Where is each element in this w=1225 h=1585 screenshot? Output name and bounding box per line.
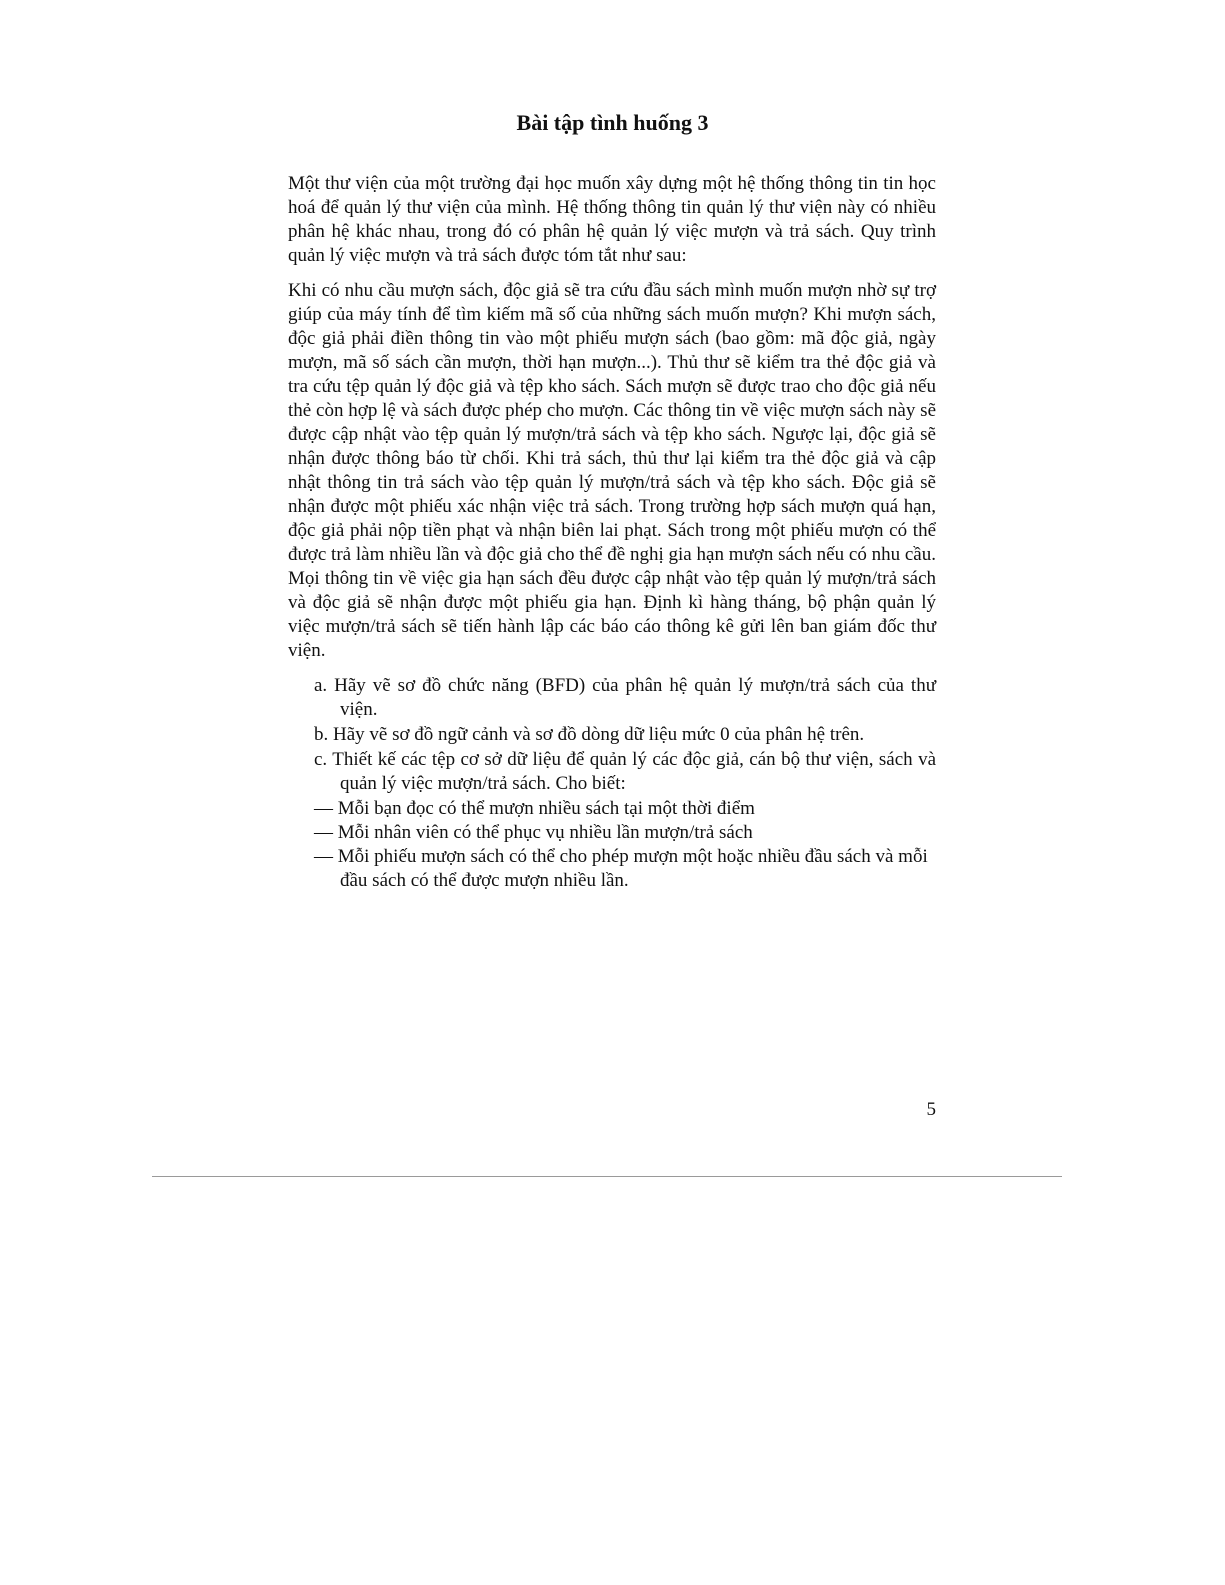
page-divider [152, 1176, 1062, 1177]
intro-paragraph: Một thư viện của một trường đại học muốn xây dựng một hệ thống thông tin tin học hoá để quản lý thư viện của mình. Hệ thống thông tin quản lý thư viện này có nhiều phân hệ khác nhau, trong đó có phân hệ quản lý việc mượn và trả sách. Quy trình quản lý việc mượn và trả sách được tóm tắt như sau: [288, 173, 936, 266]
page-number: 5 [926, 1099, 936, 1120]
constraint-item: — Mỗi bạn đọc có thể mượn nhiều sách tại một thời điểm [314, 798, 755, 819]
constraint-item: — Mỗi nhân viên có thể phục vụ nhiều lần mượn/trả sách [314, 822, 753, 843]
task-list [288, 674, 936, 796]
task-item-b: b. Hãy vẽ sơ đồ ngữ cảnh và sơ đồ dòng dữ liệu mức 0 của phân hệ trên. [314, 724, 865, 745]
process-paragraph: Khi có nhu cầu mượn sách, độc giả sẽ tra cứu đầu sách mình muốn mượn nhờ sự trợ giúp của máy tính để tìm kiếm mã số của những sách muốn mượn? Khi mượn sách, độc giả phải điền thông tin vào một phiếu mượn sách (bao gồm: mã độc giả, ngày mượn, mã số sách cần mượn, thời hạn mượn...). Thủ thư sẽ kiểm tra thẻ độc giả và tra cứu tệp quản lý độc giả và tệp kho sách. Sách mượn sẽ được trao cho độc giả nếu thẻ còn hợp lệ và sách được phép cho mượn. Các thông tin về việc mượn sách này sẽ được cập nhật vào tệp quản lý mượn/trả sách và tệp kho sách. Ngược lại, độc giả sẽ nhận được thông báo từ chối. Khi trả sách, thủ thư lại kiểm tra thẻ độc giả và cập nhật thông tin trả sách vào tệp quản lý mượn/trả sách và tệp kho sách. Độc giả sẽ nhận được một phiếu xác nhận việc trả sách. Trong trường hợp sách mượn quá hạn, độc giả phải nộp tiền phạt và nhận biên lai phạt. Sách trong một phiếu mượn có thể được trả làm nhiều lần và độc giả cho thể đề nghị gia hạn mượn sách nếu có nhu cầu. Mọi thông tin về việc gia hạn sách đều được cập nhật vào tệp quản lý mượn/trả sách và độc giả sẽ nhận được một phiếu gia hạn. Định kì hàng tháng, bộ phận quản lý việc mượn/trả sách sẽ tiến hành lập các báo cáo thông kê gửi lên ban giám đốc thư viện. [288, 280, 936, 661]
task-item-a: a. Hãy vẽ sơ đồ chức năng (BFD) của phân hệ quản lý mượn/trả sách của thư viện. [314, 675, 936, 720]
task-item-c: c. Thiết kế các tệp cơ sở dữ liệu để quản lý các độc giả, cán bộ thư viện, sách và quản lý việc mượn/trả sách. Cho biết: [314, 749, 936, 794]
constraint-item: — Mỗi phiếu mượn sách có thể cho phép mượn một hoặc nhiều đầu sách và mỗi đầu sách có thể được mượn nhiều lần. [314, 846, 928, 891]
page-title: Bài tập tình huống 3 [516, 110, 709, 135]
exercise-body [288, 172, 936, 893]
constraint-list [288, 797, 936, 893]
